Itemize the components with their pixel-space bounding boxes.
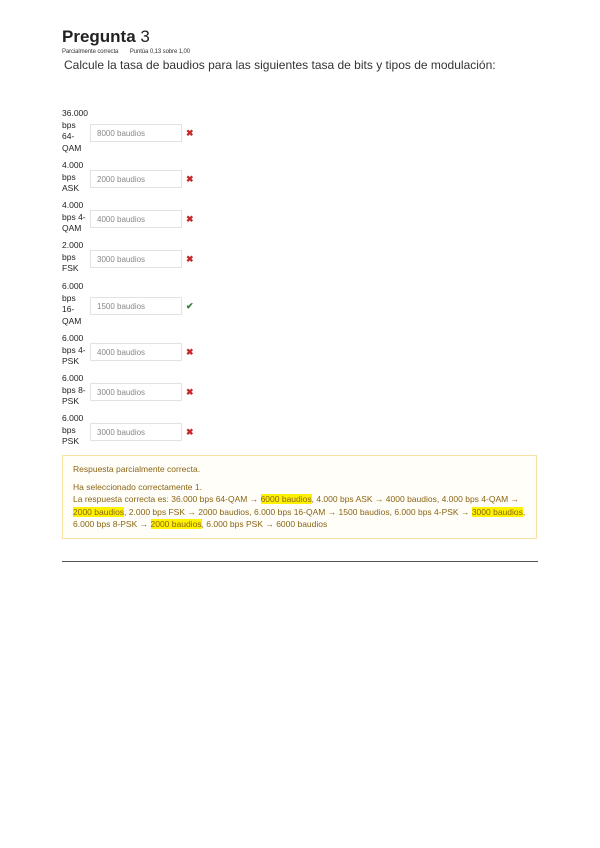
highlighted-answer: 2000 baudios xyxy=(150,519,202,529)
check-icon: ✔ xyxy=(186,301,194,311)
answer-row xyxy=(62,413,212,449)
answer-row xyxy=(62,200,212,236)
question-status: Parcialmente correcta xyxy=(62,49,119,55)
answer-label: 6.000 bps PSK xyxy=(62,413,84,446)
answer-input[interactable] xyxy=(90,423,182,441)
answer-text: , 6.000 bps PSK → 6000 baudios xyxy=(201,519,328,529)
answer-input[interactable] xyxy=(90,297,182,315)
feedback-selected: Ha seleccionado correctamente 1. xyxy=(73,481,202,492)
question-title-word: Pregunta xyxy=(62,27,136,46)
highlighted-answer: 2000 baudios xyxy=(73,506,125,517)
answer-input[interactable] xyxy=(90,210,182,228)
answer-input[interactable] xyxy=(90,124,182,142)
answer-row xyxy=(62,333,212,369)
answer-input[interactable] xyxy=(90,170,182,188)
answer-label: 4.000 bps 4-QAM xyxy=(62,200,86,233)
cross-icon: ✖ xyxy=(186,254,194,264)
question-score: Puntúa 0,13 sobre 1,00 xyxy=(129,49,191,55)
answer-input[interactable] xyxy=(90,343,182,361)
feedback-correct-answer xyxy=(73,493,526,531)
question-number: 3 xyxy=(140,27,150,46)
answer-text: , 6.000 bps 8-PSK → xyxy=(73,506,526,529)
answer-label: 6.000 bps 16-QAM xyxy=(62,281,84,326)
cross-icon: ✖ xyxy=(186,214,194,224)
cross-icon: ✖ xyxy=(186,174,194,184)
question-title xyxy=(62,27,200,47)
answer-text: , 4.000 bps ASK → 4000 baudios, 4.000 bps 4-QAM → xyxy=(311,494,520,504)
feedback-status: Respuesta parcialmente correcta. xyxy=(73,464,201,474)
answer-label: 2.000 bps FSK xyxy=(62,240,84,273)
question-info xyxy=(62,49,200,55)
question-header xyxy=(62,27,200,55)
answer-label: 6.000 bps 8-PSK xyxy=(62,373,86,406)
cross-icon: ✖ xyxy=(186,128,194,138)
answer-row xyxy=(62,108,212,156)
cross-icon: ✖ xyxy=(186,347,194,357)
answer-row xyxy=(62,281,212,329)
divider xyxy=(62,561,538,562)
cross-icon: ✖ xyxy=(186,387,194,397)
answer-input[interactable] xyxy=(90,383,182,401)
feedback-panel xyxy=(62,455,537,539)
answer-row xyxy=(62,160,212,196)
answer-row xyxy=(62,373,212,409)
highlighted-answer: 3000 baudios xyxy=(471,506,523,517)
answer-label: 6.000 bps 4-PSK xyxy=(62,333,86,366)
answer-input[interactable] xyxy=(90,250,182,268)
answer-text: La respuesta correcta es: 36.000 bps 64-QAM → xyxy=(73,494,261,504)
cross-icon: ✖ xyxy=(186,427,194,437)
question-prompt: Calcule la tasa de baudios para las siguientes tasa de bits y tipos de modulación: xyxy=(64,58,496,72)
answer-text: , 2.000 bps FSK → 2000 baudios, 6.000 bps 16-QAM → 1500 baudios, 6.000 bps 4-PSK → xyxy=(124,506,472,517)
answer-label: 4.000 bps ASK xyxy=(62,160,84,193)
highlighted-answer: 6000 baudios xyxy=(260,494,312,504)
answer-row xyxy=(62,240,212,276)
answer-label: 36.000 bps 64-QAM xyxy=(62,108,88,153)
